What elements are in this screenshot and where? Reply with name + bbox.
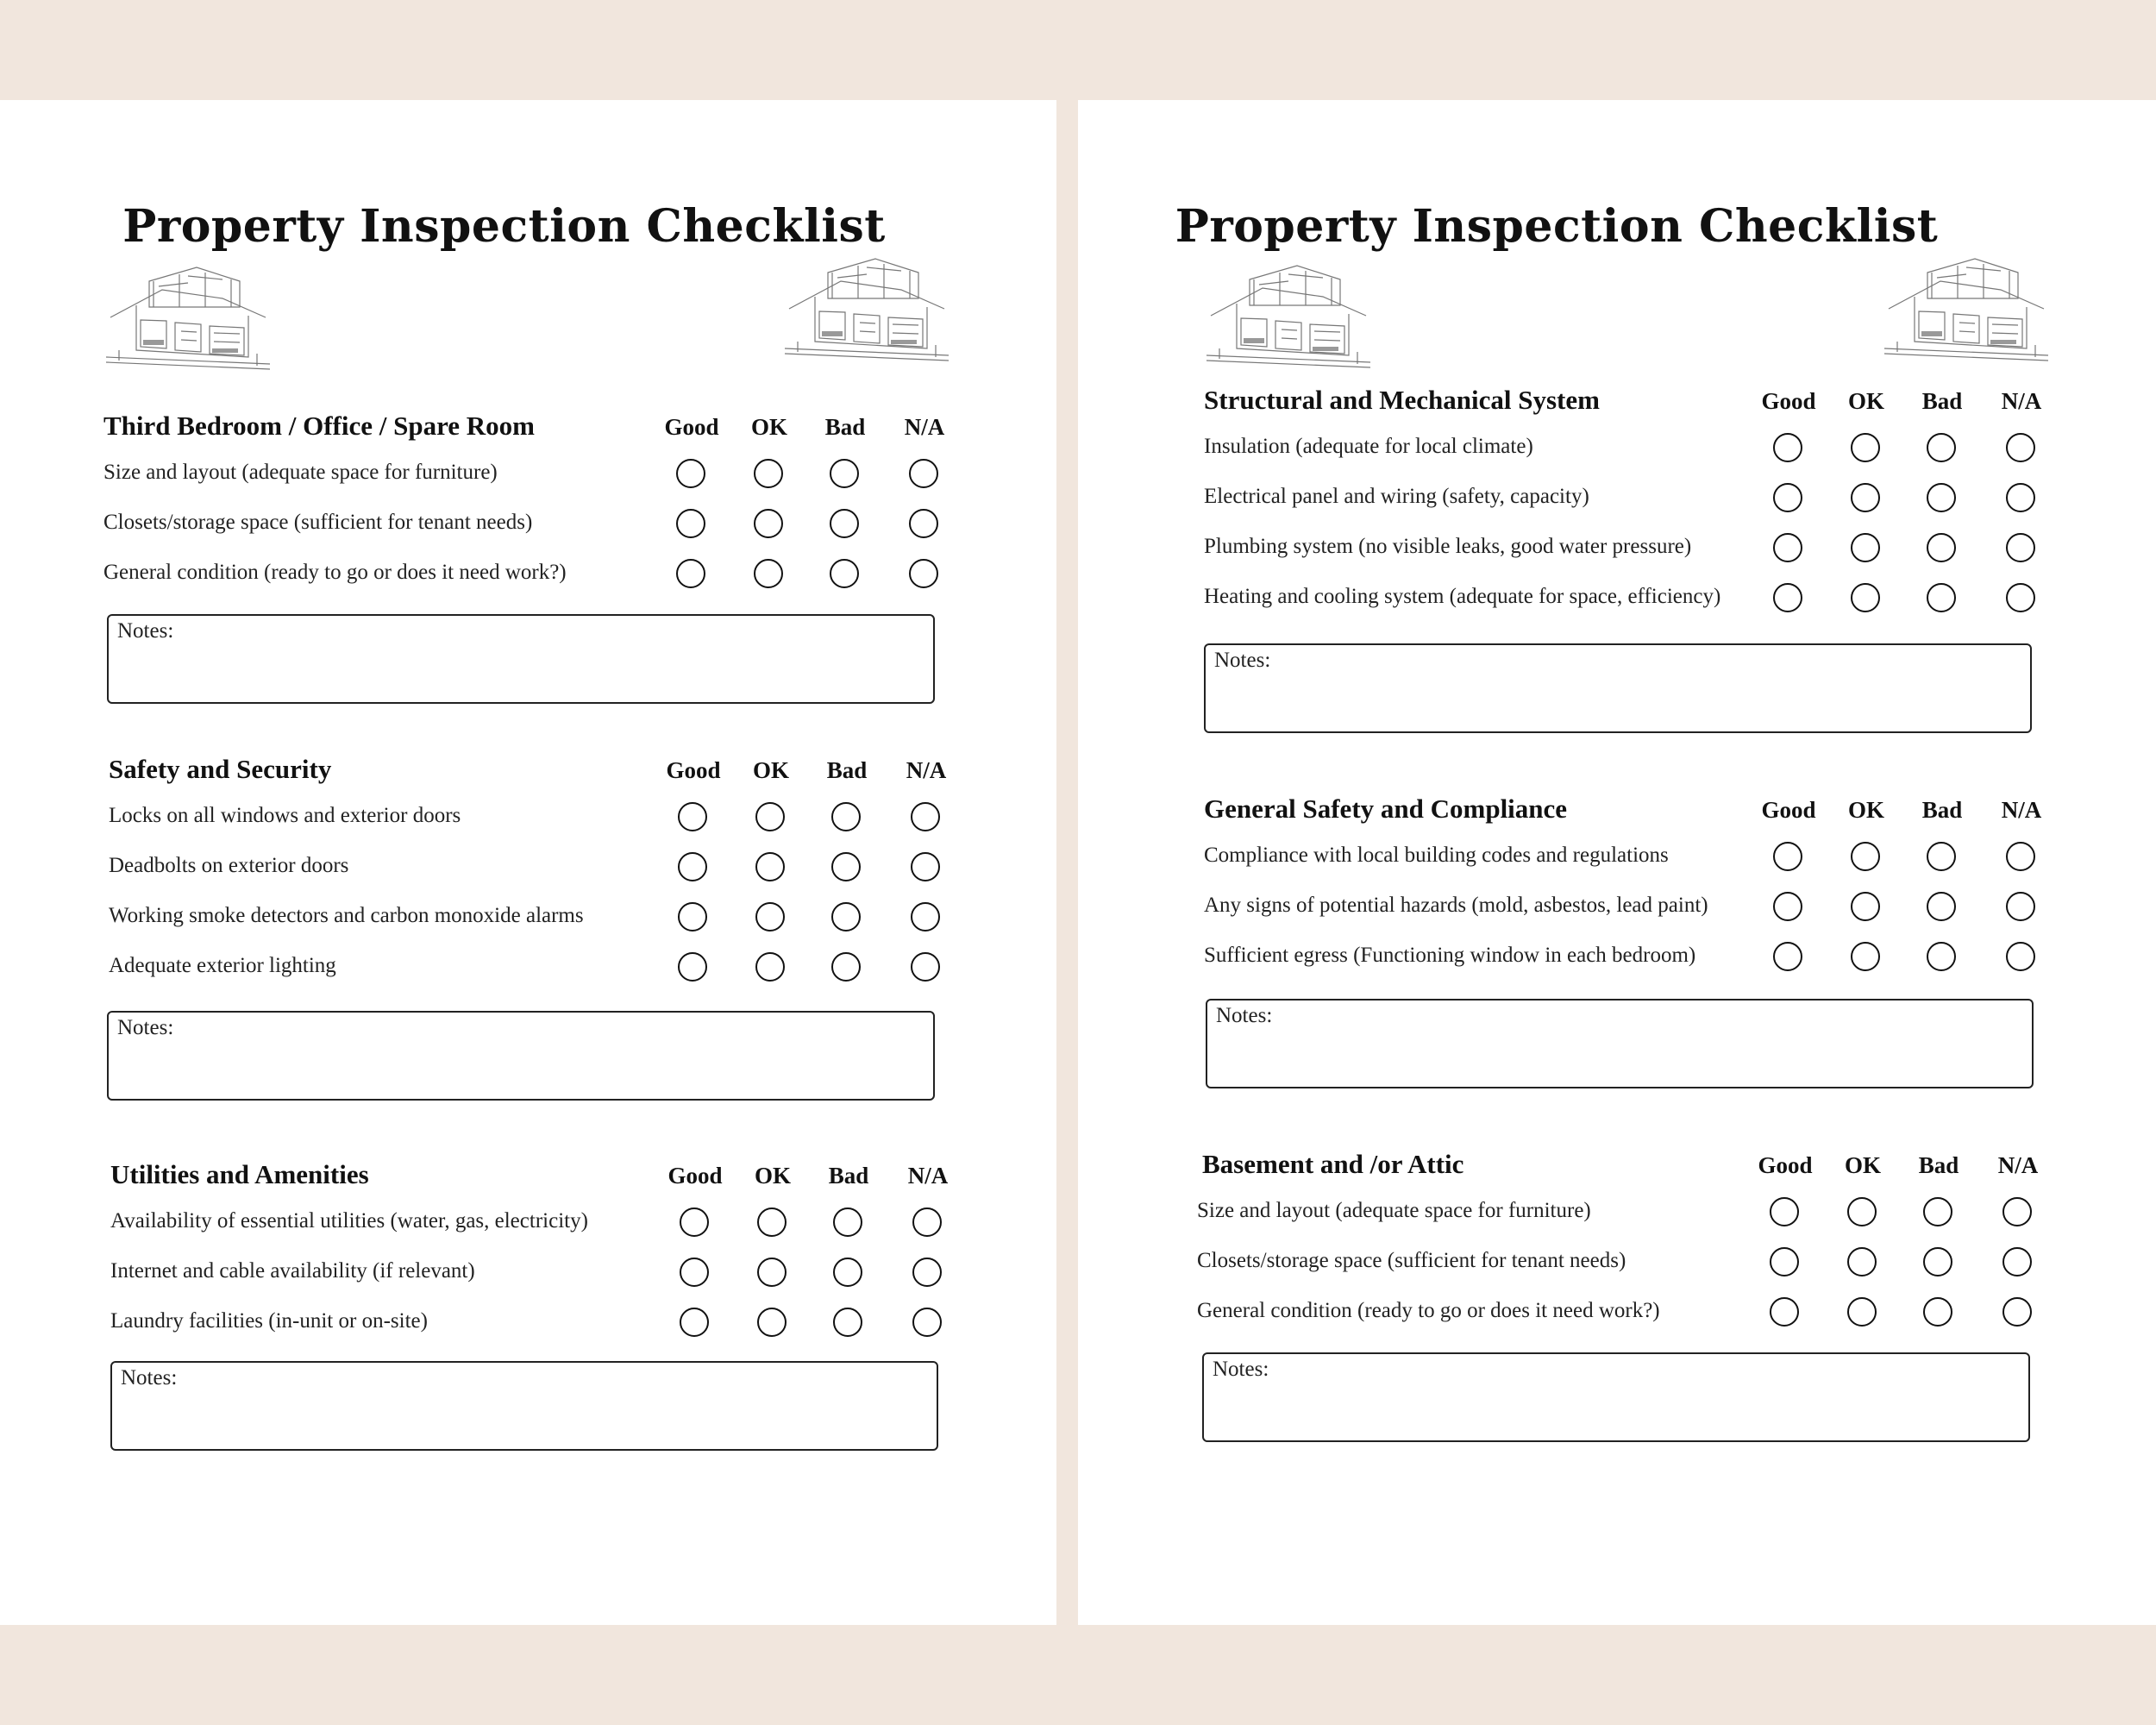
item-label: Locks on all windows and exterior doors [109, 804, 461, 827]
rating-bad-radio[interactable] [833, 1208, 862, 1237]
rating-bad-radio[interactable] [1923, 1247, 1952, 1276]
rating-bad-radio[interactable] [1927, 433, 1956, 462]
notes-field[interactable] [1206, 999, 2034, 1088]
column-na-header: N/A [2001, 388, 2042, 414]
rating-bad-radio[interactable] [831, 852, 861, 881]
checklist-page-left [0, 100, 1056, 1625]
column-ok-header: OK [1847, 388, 1884, 414]
rating-bad-radio[interactable] [833, 1308, 862, 1337]
rating-ok-radio[interactable] [757, 1308, 787, 1337]
checklist-row [109, 902, 971, 952]
checklist-row [110, 1308, 973, 1358]
checklist-row [1204, 842, 2066, 892]
notes-field[interactable] [107, 1011, 935, 1101]
rating-good-radio[interactable] [680, 1258, 709, 1287]
checklist-row [1197, 1297, 2059, 1347]
rating-good-radio[interactable] [1773, 533, 1802, 562]
column-bad-header: Bad [1921, 388, 1963, 414]
column-na-header: N/A [2001, 797, 2042, 823]
house-sketch-icon [1202, 254, 1375, 374]
rating-ok-radio[interactable] [757, 1258, 787, 1287]
column-good-header: Good [666, 757, 721, 783]
notes-field[interactable] [1202, 1352, 2030, 1442]
rating-good-radio[interactable] [1770, 1297, 1799, 1327]
rating-na-radio[interactable] [912, 1308, 942, 1337]
item-label: General condition (ready to go or does it need work?) [1197, 1299, 1660, 1322]
item-label: Internet and cable availability (if relevant) [110, 1259, 475, 1283]
column-bad-header: Bad [824, 414, 866, 440]
rating-good-radio[interactable] [676, 459, 705, 488]
rating-na-radio[interactable] [2006, 583, 2035, 612]
rating-good-radio[interactable] [1770, 1197, 1799, 1226]
item-label: Availability of essential utilities (water, gas, electricity) [110, 1209, 588, 1233]
rating-na-radio[interactable] [911, 902, 940, 932]
column-good-header: Good [667, 1163, 723, 1189]
rating-bad-radio[interactable] [1927, 842, 1956, 871]
section-general-safety [1204, 794, 2066, 992]
column-good-header: Good [1761, 797, 1816, 823]
checklist-row [1204, 583, 2066, 633]
rating-ok-radio[interactable] [1851, 483, 1880, 512]
rating-na-radio[interactable] [2006, 842, 2035, 871]
notes-label: Notes: [117, 1016, 174, 1039]
rating-good-radio[interactable] [1773, 433, 1802, 462]
rating-bad-radio[interactable] [1927, 942, 1956, 971]
rating-good-radio[interactable] [1770, 1247, 1799, 1276]
rating-na-radio[interactable] [911, 802, 940, 831]
checklist-row [1204, 942, 2066, 992]
column-ok-header: OK [754, 1163, 791, 1189]
rating-good-radio[interactable] [680, 1208, 709, 1237]
rating-good-radio[interactable] [1773, 892, 1802, 921]
rating-bad-radio[interactable] [830, 459, 859, 488]
rating-na-radio[interactable] [909, 509, 938, 538]
checklist-row [103, 459, 966, 509]
rating-na-radio[interactable] [911, 852, 940, 881]
column-na-header: N/A [907, 1163, 949, 1189]
rating-na-radio[interactable] [2002, 1297, 2032, 1327]
checklist-row [1204, 892, 2066, 942]
section-third-bedroom [103, 411, 966, 609]
column-good-header: Good [664, 414, 719, 440]
checklist-row [103, 559, 966, 609]
rating-bad-radio[interactable] [1927, 892, 1956, 921]
section-title: Structural and Mechanical System [1204, 385, 1600, 415]
page-title: Property Inspection Checklist [122, 200, 886, 253]
checklist-page-right [1078, 100, 2156, 1625]
rating-good-radio[interactable] [1773, 842, 1802, 871]
rating-good-radio[interactable] [678, 952, 707, 982]
rating-good-radio[interactable] [1773, 583, 1802, 612]
page-header [0, 100, 1056, 385]
rating-bad-radio[interactable] [1927, 483, 1956, 512]
notes-label: Notes: [1213, 1358, 1269, 1381]
house-sketch-icon [102, 255, 274, 376]
rating-ok-radio[interactable] [1847, 1197, 1877, 1226]
rating-na-radio[interactable] [912, 1208, 942, 1237]
column-bad-header: Bad [1921, 797, 1963, 823]
section-title: Third Bedroom / Office / Spare Room [103, 411, 535, 441]
rating-bad-radio[interactable] [831, 952, 861, 982]
rating-good-radio[interactable] [678, 902, 707, 932]
item-label: Size and layout (adequate space for furniture) [103, 461, 498, 484]
rating-ok-radio[interactable] [1847, 1297, 1877, 1327]
rating-na-radio[interactable] [2006, 433, 2035, 462]
house-sketch-icon [1880, 247, 2053, 367]
checklist-row [103, 509, 966, 559]
item-label: Closets/storage space (sufficient for tenant needs) [103, 511, 533, 534]
rating-good-radio[interactable] [676, 559, 705, 588]
column-ok-header: OK [750, 414, 787, 440]
section-structural-mechanical [1204, 385, 2066, 633]
item-label: Size and layout (adequate space for furniture) [1197, 1199, 1591, 1222]
rating-bad-radio[interactable] [830, 509, 859, 538]
rating-na-radio[interactable] [2002, 1247, 2032, 1276]
rating-ok-radio[interactable] [754, 559, 783, 588]
rating-good-radio[interactable] [676, 509, 705, 538]
checklist-row [1204, 533, 2066, 583]
notes-label: Notes: [1214, 649, 1271, 672]
notes-field[interactable] [110, 1361, 938, 1451]
rating-good-radio[interactable] [1773, 942, 1802, 971]
rating-bad-radio[interactable] [831, 902, 861, 932]
rating-na-radio[interactable] [2002, 1197, 2032, 1226]
rating-bad-radio[interactable] [833, 1258, 862, 1287]
checklist-row [109, 952, 971, 1002]
column-bad-header: Bad [826, 757, 868, 783]
item-label: Deadbolts on exterior doors [109, 854, 349, 877]
rating-ok-radio[interactable] [1851, 433, 1880, 462]
section-safety-security [109, 754, 971, 1002]
checklist-row [109, 852, 971, 902]
notes-field[interactable] [1204, 643, 2032, 733]
rating-bad-radio[interactable] [1927, 533, 1956, 562]
rating-na-radio[interactable] [2006, 942, 2035, 971]
section-title: Utilities and Amenities [110, 1159, 369, 1189]
item-label: Electrical panel and wiring (safety, capacity) [1204, 485, 1589, 508]
rating-ok-radio[interactable] [754, 509, 783, 538]
rating-bad-radio[interactable] [830, 559, 859, 588]
rating-ok-radio[interactable] [1851, 533, 1880, 562]
item-label: Heating and cooling system (adequate for space, efficiency) [1204, 585, 1721, 608]
notes-label: Notes: [121, 1366, 178, 1389]
rating-ok-radio[interactable] [755, 952, 785, 982]
rating-na-radio[interactable] [912, 1258, 942, 1287]
rating-good-radio[interactable] [680, 1308, 709, 1337]
checklist-row [110, 1208, 973, 1258]
rating-na-radio[interactable] [2006, 533, 2035, 562]
rating-ok-radio[interactable] [1851, 583, 1880, 612]
section-basement-attic [1197, 1149, 2059, 1347]
item-label: Sufficient egress (Functioning window in each bedroom) [1204, 944, 1696, 967]
column-good-header: Good [1758, 1152, 1813, 1178]
rating-bad-radio[interactable] [1923, 1297, 1952, 1327]
column-good-header: Good [1761, 388, 1816, 414]
item-label: Closets/storage space (sufficient for tenant needs) [1197, 1249, 1626, 1272]
rating-ok-radio[interactable] [755, 852, 785, 881]
rating-ok-radio[interactable] [755, 902, 785, 932]
checklist-row [1197, 1247, 2059, 1297]
rating-ok-radio[interactable] [1851, 942, 1880, 971]
notes-label: Notes: [1216, 1004, 1273, 1027]
rating-ok-radio[interactable] [1851, 892, 1880, 921]
rating-na-radio[interactable] [909, 459, 938, 488]
rating-bad-radio[interactable] [831, 802, 861, 831]
item-label: Any signs of potential hazards (mold, asbestos, lead paint) [1204, 894, 1708, 917]
column-ok-header: OK [1847, 797, 1884, 823]
column-ok-header: OK [1844, 1152, 1881, 1178]
column-na-header: N/A [904, 414, 945, 440]
column-bad-header: Bad [1918, 1152, 1959, 1178]
checklist-row [1204, 483, 2066, 533]
rating-ok-radio[interactable] [757, 1208, 787, 1237]
page-header [1078, 100, 2156, 385]
house-sketch-icon [780, 247, 953, 367]
checklist-row [109, 802, 971, 852]
rating-good-radio[interactable] [1773, 483, 1802, 512]
column-bad-header: Bad [828, 1163, 869, 1189]
rating-na-radio[interactable] [2006, 892, 2035, 921]
rating-ok-radio[interactable] [754, 459, 783, 488]
item-label: Compliance with local building codes and regulations [1204, 844, 1669, 867]
rating-good-radio[interactable] [678, 852, 707, 881]
checklist-row [1197, 1197, 2059, 1247]
rating-bad-radio[interactable] [1927, 583, 1956, 612]
column-na-header: N/A [906, 757, 947, 783]
item-label: General condition (ready to go or does it need work?) [103, 561, 567, 584]
page-title: Property Inspection Checklist [1175, 200, 1939, 253]
section-title: Safety and Security [109, 754, 332, 784]
section-title: Basement and /or Attic [1202, 1149, 1464, 1179]
item-label: Adequate exterior lighting [109, 954, 336, 977]
rating-na-radio[interactable] [2006, 483, 2035, 512]
notes-field[interactable] [107, 614, 935, 704]
column-ok-header: OK [752, 757, 789, 783]
section-utilities-amenities [110, 1159, 973, 1358]
rating-ok-radio[interactable] [755, 802, 785, 831]
item-label: Working smoke detectors and carbon monoxide alarms [109, 904, 584, 927]
checklist-row [1204, 433, 2066, 483]
rating-na-radio[interactable] [909, 559, 938, 588]
notes-label: Notes: [117, 619, 174, 643]
rating-ok-radio[interactable] [1847, 1247, 1877, 1276]
checklist-row [110, 1258, 973, 1308]
item-label: Laundry facilities (in-unit or on-site) [110, 1309, 428, 1333]
item-label: Insulation (adequate for local climate) [1204, 435, 1533, 458]
rating-na-radio[interactable] [911, 952, 940, 982]
rating-bad-radio[interactable] [1923, 1197, 1952, 1226]
section-title: General Safety and Compliance [1204, 794, 1568, 824]
column-na-header: N/A [1997, 1152, 2039, 1178]
item-label: Plumbing system (no visible leaks, good water pressure) [1204, 535, 1692, 558]
rating-good-radio[interactable] [678, 802, 707, 831]
rating-ok-radio[interactable] [1851, 842, 1880, 871]
